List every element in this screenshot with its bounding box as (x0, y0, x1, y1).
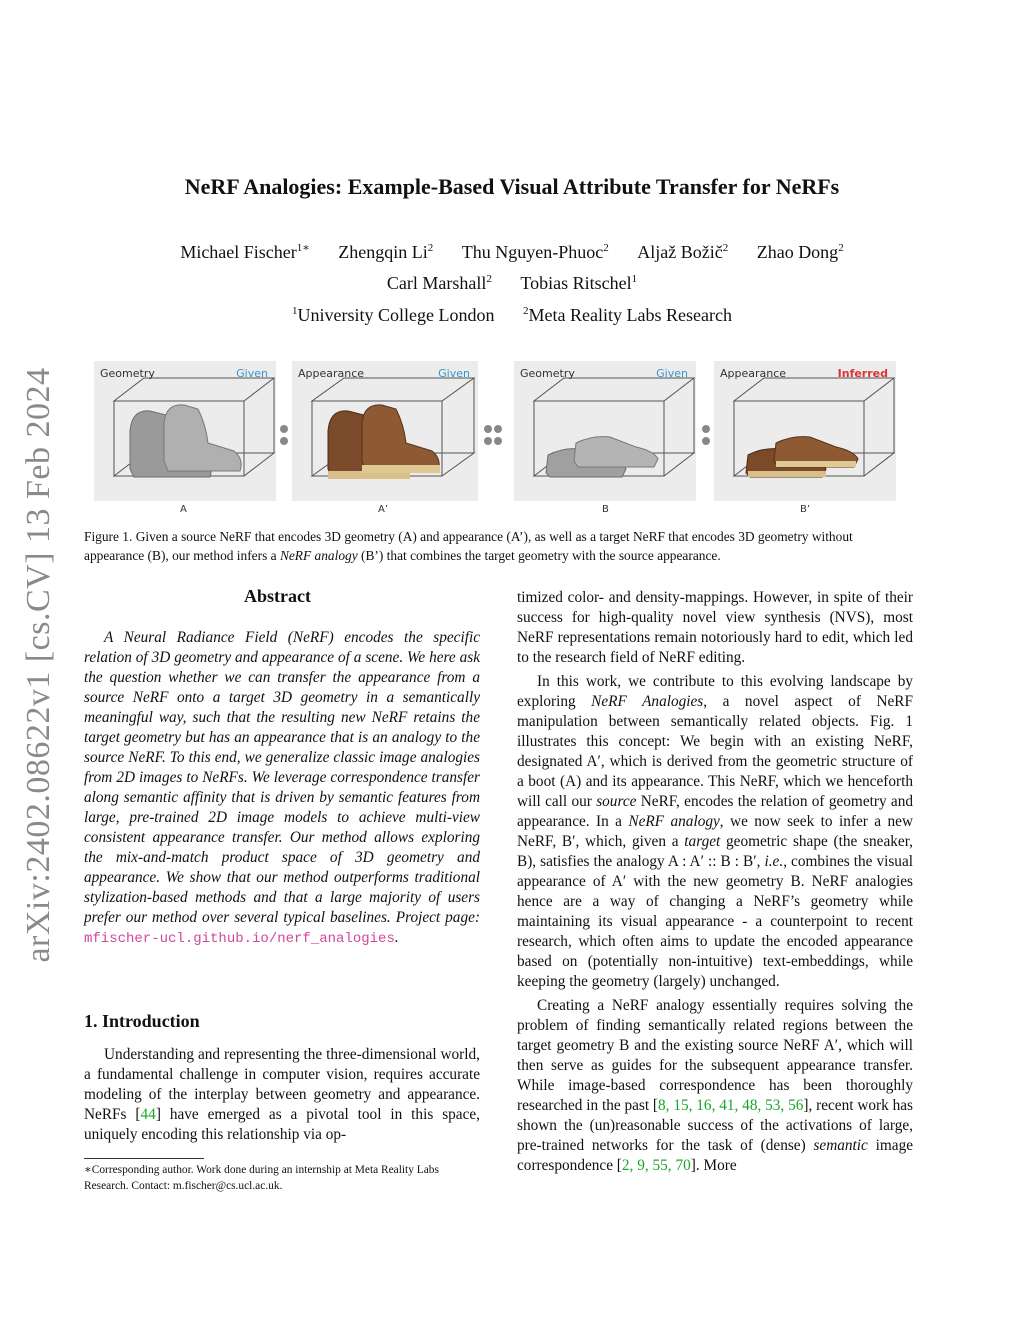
affiliation: $^2$Meta Reality Labs Research (523, 305, 732, 325)
author: Zhao Dong$^2$ (756, 242, 844, 262)
abstract-heading: Abstract (244, 586, 311, 606)
paragraph: Creating a NeRF analogy essentially requires solving the problem of finding semantically related regions between the target geometry B and the existing source NeRF A′, which will then serve as guides for the subsequent appearance transfer. While image-based correspondence has been thoroughly researched in the past [8, 15, 16, 41, 48, 53, 56], recent work has shown the (un)reasonable success of the activations of large, pre-trained networks for the task of (dense) semantic image correspondence [2, 9, 55, 70]. More (517, 997, 914, 1174)
footnote-divider (84, 1158, 204, 1159)
author: Aljaž Božič$^2$ (637, 242, 729, 262)
figure-panel-a (94, 361, 276, 501)
sneaker-gray-illustration (514, 361, 696, 501)
given-tag: Given (656, 367, 688, 380)
inferred-tag: Inferred (837, 367, 888, 380)
authors-line-2 (0, 273, 1024, 294)
given-tag: Given (438, 367, 470, 380)
project-page-link[interactable]: mfischer-ucl.github.io/nerf_analogies (84, 931, 395, 947)
paragraph: In this work, we contribute to this evolving landscape by exploring NeRF Analogies, a novel aspect of NeRF manipulation between semantically related objects. Fig. 1 illustrates this concept: We begin with an existing NeRF, designated A′, which is derived from the geometric structure of a boot (A) and its appearance. This NeRF, which we henceforth will call our source NeRF, encodes the relation of geometry and appearance. In a NeRF analogy, we now seek to infer a new NeRF, B′, which, given a target geometric shape (the sneaker, B), satisfies the analogy A : A′ :: B : B′, i.e., combines the visual appearance of A′ with the new geometry B. NeRF analogies hence are a way of changing a NeRF’s geometry while maintaining its visual appearance - a counterpoint to recent research, which often aims to update the encoded appearance based on (potentially non-intuitive) text-embeddings, while keeping the geometry (largely) unchanged. (517, 673, 913, 990)
panel-label: Appearance (720, 367, 787, 380)
boot-brown-illustration (292, 361, 478, 501)
figure-caption: Figure 1. Given a source NeRF that encodes 3D geometry (A) and appearance (A’), as well as a target NeRF that encodes 3D geometry without appearance (B), our method infers a NeRF analogy (B’) that combines the target geometry with the source appearance. (84, 529, 853, 563)
author: Carl Marshall$^2$ (386, 273, 492, 293)
introduction-heading: 1. Introduction (84, 1011, 200, 1031)
paragraph: timized color- and density-mappings. However, in spite of their success for high-quality novel view synthesis (NVS), most NeRF representations remain notoriously hard to edit, which led to the research field of NeRF editing. (517, 589, 913, 666)
citation-link[interactable]: 44 (140, 1106, 156, 1123)
author: Michael Fischer$^{1∗}$ (180, 242, 310, 262)
figure-panel-b-prime (714, 361, 896, 501)
panel-label: Geometry (520, 367, 575, 380)
introduction-paragraph: Understanding and representing the three-dimensional world, a fundamental challenge in computer vision, requires accurate modeling of the interplay between geometry and appearance. NeRFs [44] have emerged as a pivotal tool in this space, uniquely encoding this relationship via op- (84, 1046, 480, 1143)
right-column (517, 588, 913, 1180)
affiliation: $^1$University College London (292, 305, 495, 325)
author: Zhengqin Li$^2$ (338, 242, 434, 262)
panel-label: Appearance (298, 367, 365, 380)
figure-1 (94, 361, 896, 501)
author: Tobias Ritschel$^1$ (520, 273, 638, 293)
boot-gray-illustration (94, 361, 276, 501)
paper-title: NeRF Analogies: Example-Based Visual Attribute Transfer for NeRFs (184, 174, 840, 199)
authors-line-1 (0, 241, 1024, 263)
panel-letter-a: A (180, 504, 187, 515)
footnote: ∗Corresponding author. Work done during an internship at Meta Reality Labs Research. Contact: m.fischer@cs.ucl.ac.uk. (84, 1164, 439, 1192)
panel-label: Geometry (100, 367, 155, 380)
abstract-body: A Neural Radiance Field (NeRF) encodes the specific relation of 3D geometry and appearance of a scene. We here ask the question whether we can transfer the appearance from a source NeRF onto a target 3D geometry in a semantically meaningful way, such that the resulting new NeRF retains the target geometry but has an appearance that is an analogy to the source NeRF. To this end, we generalize classic image analogies from 2D images to NeRFs. We leverage correspondence transfer along semantic affinity that is driven by semantic features from large, pre-trained 2D image models to achieve multi-view consistent appearance transfer. Our method allows exploring the mix-and-match product space of 3D geometry and appearance. We show that our method outperforms traditional stylization-based methods and that a large majority of users prefer our method over several typical baselines. Project page: mfischer-ucl.github.io/nerf_analogies. (84, 629, 480, 947)
panel-letter-a-prime: A’ (378, 504, 389, 515)
citation-links[interactable]: 8, 15, 16, 41, 48, 53, 56 (658, 1097, 804, 1114)
given-tag: Given (236, 367, 268, 380)
panel-letter-b: B (602, 504, 609, 515)
figure-panel-a-prime (292, 361, 478, 501)
affiliations (0, 305, 1024, 326)
author: Thu Nguyen-Phuoc$^2$ (461, 242, 609, 262)
panel-letter-b-prime: B’ (800, 504, 811, 515)
sneaker-brown-illustration (714, 361, 896, 501)
figure-panel-b (514, 361, 696, 501)
arxiv-watermark: arXiv:2402.08622v1 [cs.CV] 13 Feb 2024 (20, 367, 57, 963)
citation-links[interactable]: 2, 9, 55, 70 (621, 1157, 691, 1174)
